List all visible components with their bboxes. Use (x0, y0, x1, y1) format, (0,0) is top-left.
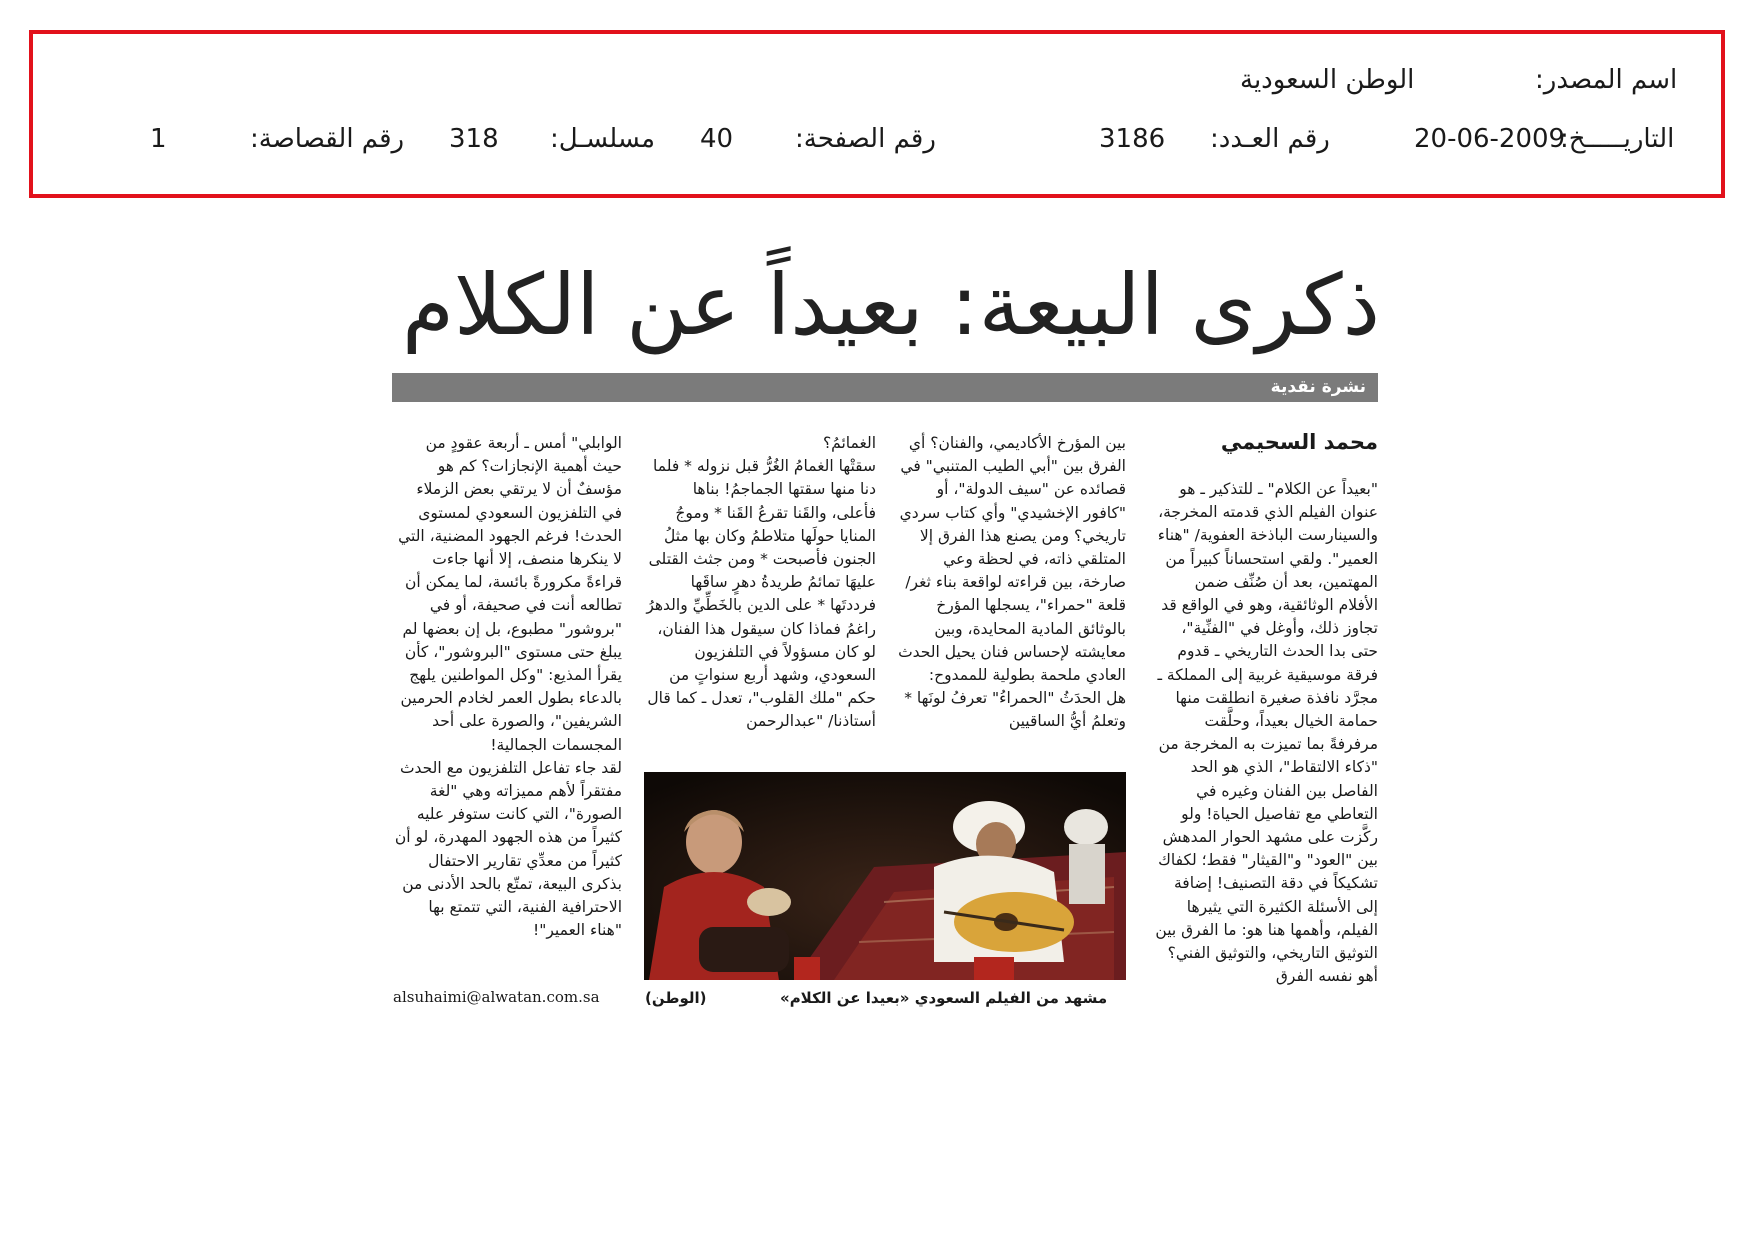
column-paragraph: سقتْها الغمامُ الغُرُّ قبل نزوله * فلما دنا منها سقتها الجماجمُ! بناها فأعلى، والقَنا تقرعُ القَنا * وموجُ المنايا حولَها متلاطمُ وكان بها مثلُ الجنون فأصبحت * ومن جثث القتلى عليهَا تمائمُ طريدةُ دهرٍ ساقَها فرددتَها * على الدين بالخَطِّيِّ والدهرُ راغمُ فماذا كان سيقول هذا الفنان، لو كان مسؤولاً في التلفزيون السعودي، وشهد أربع سنواتٍ من حكم "ملك القلوب"، تعدل ـ كما قال أستاذنا/ "عبدالرحمن (646, 457, 876, 731)
article-headline: ذكرى البيعة: بعيداً عن الكلام (402, 256, 1380, 354)
photo-caption: مشهد من الفيلم السعودي «بعيدا عن الكلام» (780, 989, 1108, 1007)
section-label: نشرة نقدية (1270, 377, 1366, 397)
serial-label: مسلسـل: (550, 124, 655, 154)
date-value: 20-06-2009 (1414, 124, 1566, 154)
article-column-4 (394, 432, 622, 964)
clipping-metadata-box (29, 30, 1725, 198)
column-paragraph: الوابلي" أمس ـ أربعة عقودٍ من حيث أهمية الإنجازات؟ كم هو مؤسفٌ أن لا يرتقي بعض الزملاء في التلفزيون السعودي لمستوى الحدث! فرغم الجهود المضنية، التي لا ينكرها منصف، إلا أنها جاءت قراءةً مكرورةً بائسة، لما يمكن أن تطالعه أنت في صحيفة، أو في "بروشور" مطبوع، بل إن بعضها لم يبلغ حتى مستوى "البروشور"، كأن يقرأ المذيع: "وكل المواطنين يلهج بالدعاء بطول العمر لخادم الحرمين الشريفين"، والصورة على أحد المجسمات الجمالية! (398, 434, 622, 754)
date-label: التاريـــــخ: (1560, 124, 1675, 154)
section-band (392, 373, 1378, 402)
column-paragraph: هل الحدَثُ "الحمراءُ" تعرفُ لونَها * وتعلمُ أيُّ الساقيين (904, 689, 1126, 731)
column-paragraph: "بعيداً عن الكلام" ـ للتذكير ـ هو عنوان الفيلم الذي قدمته المخرجة، والسينارست الباذخة العفوية/ "هناء العمير". ولقي استحساناً كبيراً من المهتمين، بعد أن صُنِّف ضمن الأفلام الوثائقية، وهو في الواقع قد تجاوز ذلك، وأوغل في "الفنِّية"، حتى بدا الحدث التاريخي ـ قدوم فرقة موسيقية غربية إلى المملكة ـ مجرَّد نافذة صغيرة انطلقت منها حمامة الخيال بعيداً، وحلَّقت مرفرفةً بما تميزت به المخرجة من "ذكاء الالتقاط"، الذي هو الحد الفاصل بين الفنان وغيره في التعاطي مع تفاصيل الحياة! ولو ركَّزت على مشهد الحوار المدهش بين "العود" و"القيثار" فقط؛ لكفاك تشكيكاً في دقة التصنيف! إضافة إلى الأسئلة الكثيرة التي يثيرها الفيلم، وأهمها هنا هو: ما الفرق بين التوثيق التاريخي، والتوثيق الفني؟ أهو نفسه الفرق (1155, 480, 1378, 986)
page-label: رقم الصفحة: (795, 124, 936, 154)
issue-label: رقم العـدد: (1210, 124, 1330, 154)
issue-value: 3186 (1099, 124, 1166, 154)
article-column-2 (896, 432, 1126, 762)
source-label: اسم المصدر: (1535, 65, 1678, 95)
page-value: 40 (700, 124, 734, 154)
photo-illustration (644, 772, 1126, 980)
article-column-3 (644, 432, 876, 762)
column-paragraph: بين المؤرخ الأكاديمي، والفنان؟ أي الفرق بين "أبي الطيب المتنبي" في قصائده عن "سيف الدولة"، أو "كافور الإخشيدي" وأي كتاب سردي تاريخي؟ ومن يصنع هذا الفرق إلا المتلقي ذاته، في لحظة وعي صارخة، بين قراءته لواقعة بناء ثغر/ قلعة "حمراء"، يسجلها المؤرخ بالوثائق المادية المحايدة، وبين معايشته لإحساس فنان يحيل الحدث العادي ملحمة بطولية للممدوح: (898, 434, 1126, 685)
author-email: alsuhaimi@alwatan.com.sa (393, 988, 600, 1006)
column-paragraph: لقد جاء تفاعل التلفزيون مع الحدث مفتقراً لأهم مميزاته وهي "لغة الصورة"، التي كانت ستوفر عليه كثيراً من هذه الجهود المهدرة، لو أن كثيراً من معدِّي تقارير الاحتفال بذكرى البيعة، تمتّع بالحد الأدنى من الاحترافية الفنية، التي تتمتع بها "هناء العمير"! (394, 758, 622, 940)
clip-value: 1 (150, 124, 167, 154)
photo-credit: (الوطن) (645, 989, 707, 1007)
serial-value: 318 (449, 124, 499, 154)
source-value: الوطن السعودية (1240, 65, 1415, 95)
clip-label: رقم القصاصة: (250, 124, 405, 154)
article-column-1 (1153, 478, 1378, 1008)
author-byline: محمد السحيمي (1220, 430, 1378, 454)
column-paragraph: الغمائمُ؟ (822, 434, 876, 452)
article-photo (644, 772, 1126, 980)
